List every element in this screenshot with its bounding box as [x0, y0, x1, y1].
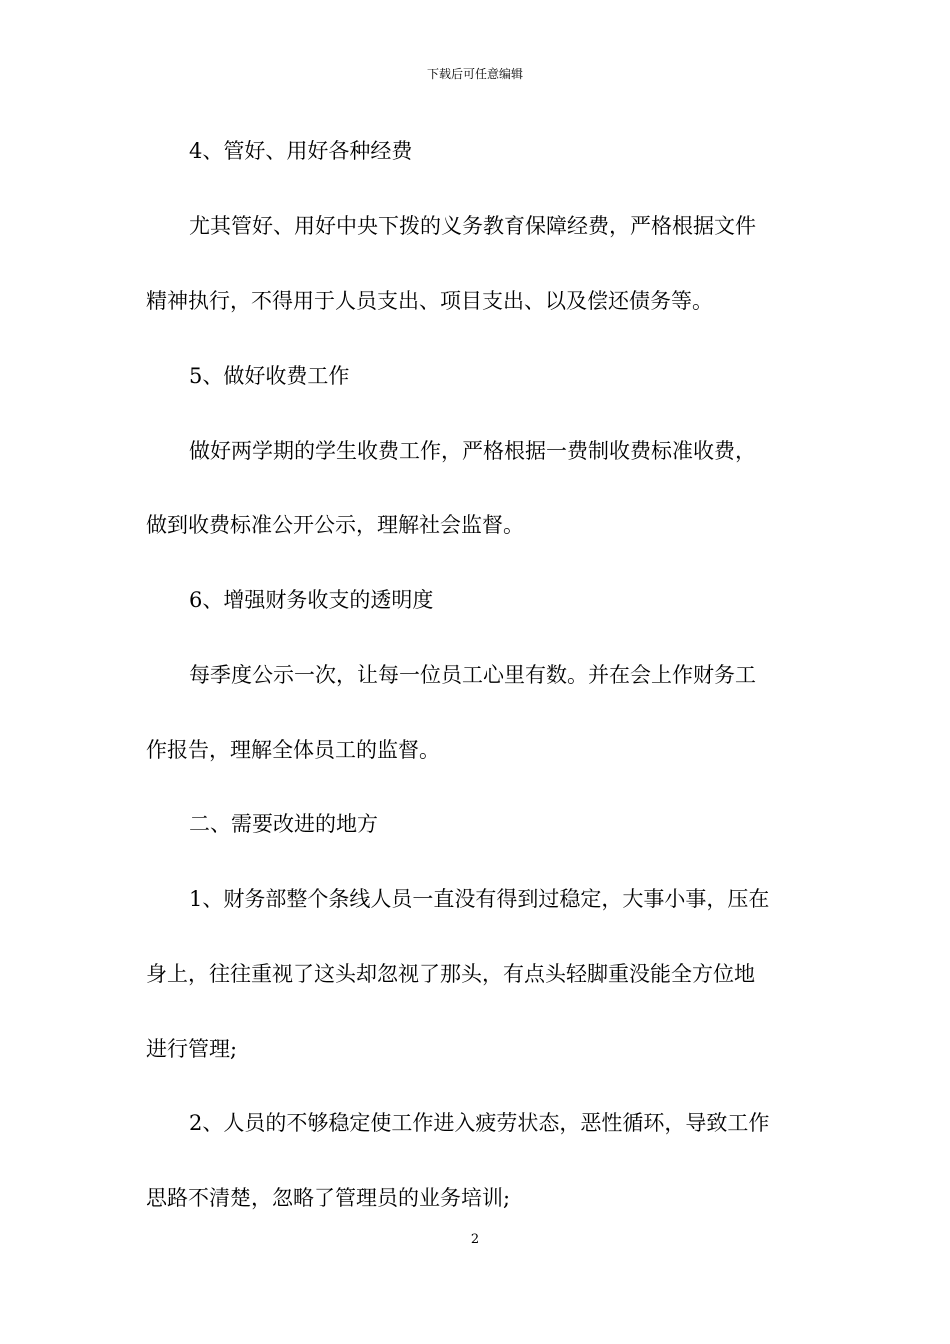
heading-item-6: 6、增强财务收支的透明度	[189, 588, 434, 612]
paragraph-line: 每季度公示一次，让每一位员工心里有数。并在会上作财务工	[189, 663, 756, 687]
heading-item-5: 5、做好收费工作	[189, 364, 350, 388]
paragraph-line: 做好两学期的学生收费工作，严格根据一费制收费标准收费，	[189, 439, 756, 463]
section-heading: 二、需要改进的地方	[189, 812, 378, 836]
heading-item-4: 4、管好、用好各种经费	[189, 139, 413, 163]
page-header: 下载后可任意编辑	[426, 67, 523, 81]
paragraph-line: 1、财务部整个条线人员一直没有得到过稳定，大事小事，压在	[189, 887, 770, 911]
paragraph-line: 身上，往往重视了这头却忽视了那头，有点头轻脚重没能全方位地	[146, 962, 755, 986]
paragraph-line: 尤其管好、用好中央下拨的义务教育保障经费，严格根据文件	[189, 214, 756, 238]
paragraph-line: 作报告，理解全体员工的监督。	[146, 738, 440, 762]
paragraph-line: 做到收费标准公开公示，理解社会监督。	[146, 513, 524, 537]
paragraph-line: 进行管理;	[146, 1037, 238, 1061]
paragraph-line: 思路不清楚，忽略了管理员的业务培训;	[146, 1186, 511, 1210]
paragraph-line: 精神执行，不得用于人员支出、项目支出、以及偿还债务等。	[146, 289, 713, 313]
page-number: 2	[470, 1232, 480, 1247]
paragraph-line: 2、人员的不够稳定使工作进入疲劳状态，恶性循环，导致工作	[189, 1111, 770, 1135]
